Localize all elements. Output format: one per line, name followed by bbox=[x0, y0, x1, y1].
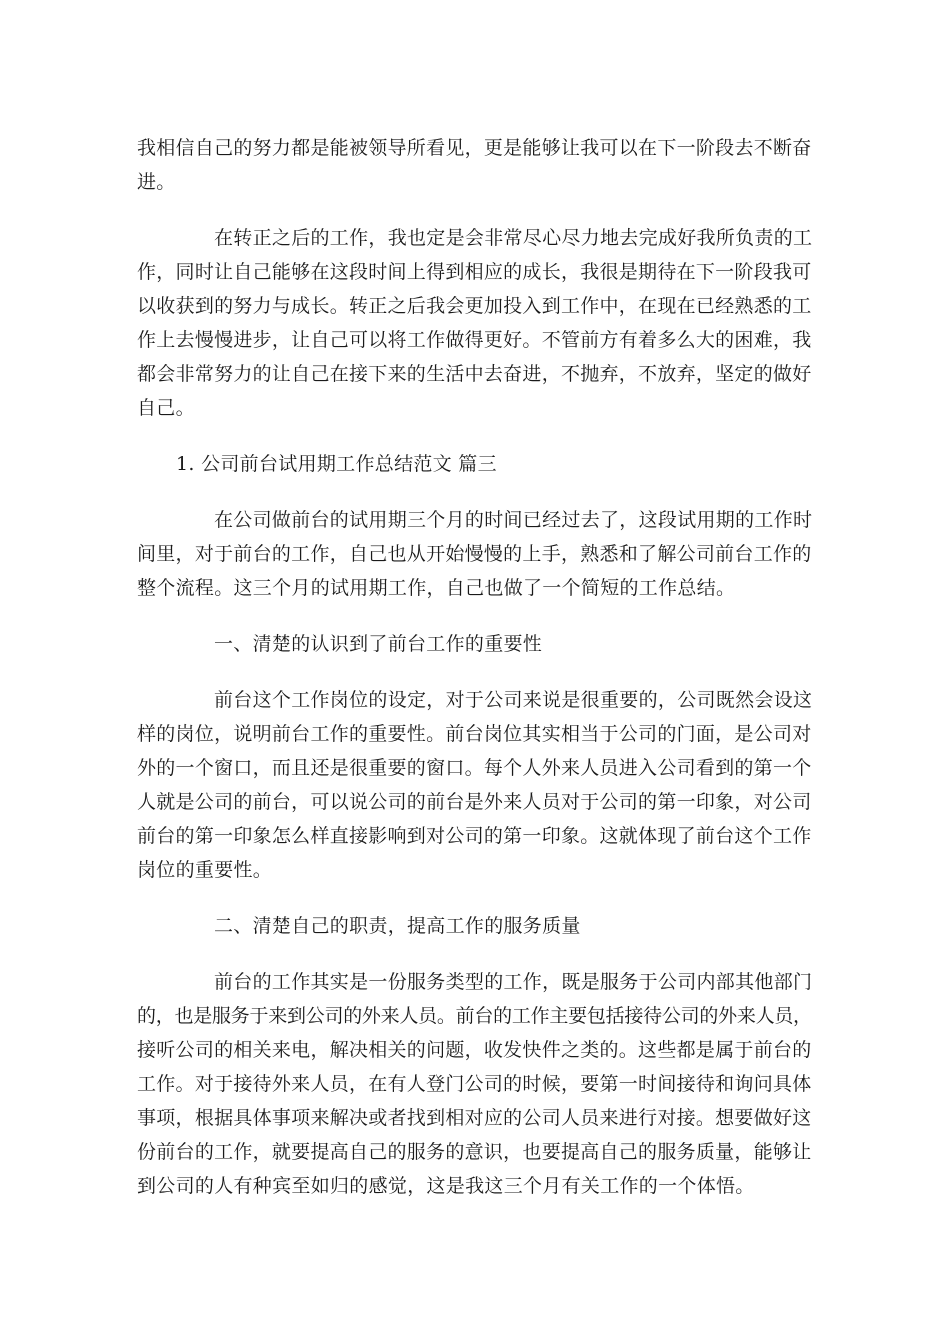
text-line: 间里，对于前台的工作，自己也从开始慢慢的上手，熟悉和了解公司前台工作的 bbox=[137, 543, 812, 565]
text-line: 前台的第一印象怎么样直接影响到对公司的第一印象。这就体现了前台这个工作 bbox=[137, 825, 812, 847]
text-line: 人就是公司的前台，可以说公司的前台是外来人员对于公司的第一印象，对公司 bbox=[137, 791, 812, 813]
text-line: 的，也是服务于来到公司的外来人员。前台的工作主要包括接待公司的外来人员， bbox=[137, 1005, 812, 1027]
text-line: 份前台的工作，就要提高自己的服务的意识，也要提高自己的服务质量，能够让 bbox=[137, 1141, 812, 1163]
text-line: 整个流程。这三个月的试用期工作，自己也做了一个简短的工作总结。 bbox=[137, 577, 736, 599]
section-title: 1. 公司前台试用期工作总结范文 篇三 bbox=[176, 453, 497, 475]
heading-point-two: 二、清楚自己的职责，提高工作的服务质量 bbox=[214, 915, 581, 937]
text-line: 进。 bbox=[137, 171, 176, 193]
text-line: 到公司的人有种宾至如归的感觉，这是我这三个月有关工作的一个体悟。 bbox=[137, 1175, 755, 1197]
text-line: 自己。 bbox=[137, 397, 195, 419]
text-line: 以收获到的努力与成长。转正之后我会更加投入到工作中，在现在已经熟悉的工 bbox=[137, 295, 812, 317]
heading-point-one: 一、清楚的认识到了前台工作的重要性 bbox=[214, 633, 543, 655]
text-line: 事项，根据具体事项来解决或者找到相对应的公司人员来进行对接。想要做好这 bbox=[137, 1107, 812, 1129]
text-line: 在公司做前台的试用期三个月的时间已经过去了，这段试用期的工作时 bbox=[214, 509, 813, 531]
text-line: 作上去慢慢进步，让自己可以将工作做得更好。不管前方有着多么大的困难，我 bbox=[137, 329, 812, 351]
text-line: 作，同时让自己能够在这段时间上得到相应的成长，我很是期待在下一阶段我可 bbox=[137, 261, 812, 283]
text-line: 接听公司的相关来电，解决相关的问题，收发快件之类的。这些都是属于前台的 bbox=[137, 1039, 812, 1061]
text-line: 样的岗位，说明前台工作的重要性。前台岗位其实相当于公司的门面，是公司对 bbox=[137, 723, 812, 745]
text-line: 前台的工作其实是一份服务类型的工作，既是服务于公司内部其他部门 bbox=[214, 971, 813, 993]
text-line: 都会非常努力的让自己在接下来的生活中去奋进，不抛弃，不放弃，坚定的做好 bbox=[137, 363, 812, 385]
text-line: 岗位的重要性。 bbox=[137, 859, 273, 881]
text-line: 外的一个窗口，而且还是很重要的窗口。每个人外来人员进入公司看到的第一个 bbox=[137, 757, 812, 779]
text-line: 工作。对于接待外来人员，在有人登门公司的时候，要第一时间接待和询问具体 bbox=[137, 1073, 812, 1095]
text-line: 在转正之后的工作，我也定是会非常尽心尽力地去完成好我所负责的工 bbox=[214, 227, 813, 249]
text-line: 前台这个工作岗位的设定，对于公司来说是很重要的，公司既然会设这 bbox=[214, 689, 813, 711]
text-line: 我相信自己的努力都是能被领导所看见，更是能够让我可以在下一阶段去不断奋 bbox=[137, 137, 812, 159]
